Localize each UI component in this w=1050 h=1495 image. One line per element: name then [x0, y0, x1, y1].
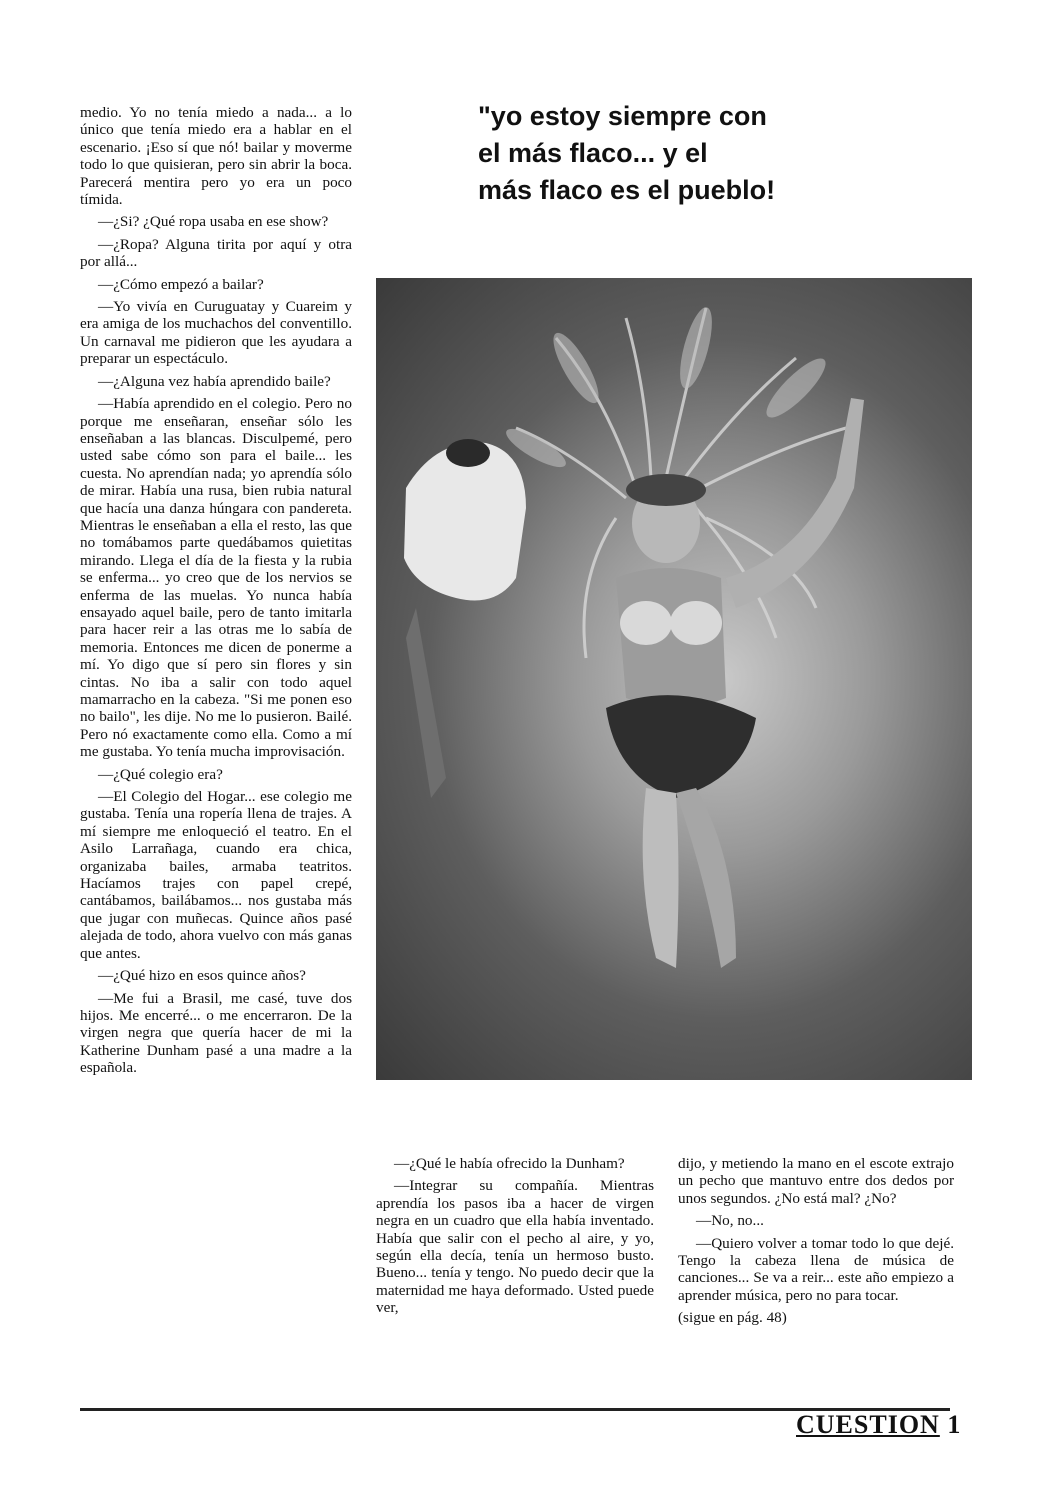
headline-line: "yo estoy siempre con	[478, 101, 767, 131]
page-footer	[796, 1410, 961, 1440]
paragraph: —¿Cómo empezó a bailar?	[98, 275, 264, 293]
paragraph: —Había aprendido en el colegio. Pero no porque me enseñaran, enseñar sólo les enseñaban a las blancas. Disculpemé, pero usted sabe cómo son para el baile... les cuesta. No aprendían nada; yo aprendía sólo de mirar. Había una rusa, bien rubia natural que hacía una danza húngara con pandereta. Mientras le enseñaban a ella el resto, las que no tomábamos parte quedábamos quietitas mirando. Llega el día de la fiesta y la rubia se enferma... yo creo que de los nervios se enferma de las muelas. Yo nunca había ensayado aquel baile, pero de tanto imitarla para hacer reir a las otras me lo sabía de memoria. Entonces me dicen de ponerme a mí. Yo digo que sí pero sin flores y sin cintas. No iba a salir con todo aquel mamarracho en la cabeza. "Si me ponen eso no bailo", les dije. No me lo pusieron. Bailé. Pero nó exactamente como ella. Como a mí me gustaba. Yo tenía mucha improvisación.	[80, 395, 352, 761]
paragraph: —¿Alguna vez había aprendido baile?	[98, 372, 331, 390]
paragraph: —Integrar su compañía. Mientras aprendía los pasos iba a hacer de virgen negra en un cuadro que ella había inventado. Había que salir con el pecho al aire, y yo, según ella decía, tenía un hermoso busto. Bueno... tenía y tengo. No puedo decir que la maternidad me haya deformado. Usted puede ver,	[376, 1177, 654, 1317]
paragraph: —¿Si? ¿Qué ropa usaba en ese show?	[98, 213, 329, 231]
pull-quote-headline	[478, 98, 948, 209]
paragraph: —¿Qué colegio era?	[98, 765, 223, 783]
paragraph: dijo, y metiendo la mano en el escote extrajo un pecho que mantuvo entre dos dedos por unos segundos. ¿No está mal? ¿No?	[678, 1155, 954, 1207]
continued-note: (sigue en pág. 48)	[678, 1309, 787, 1327]
paragraph: —El Colegio del Hogar... ese colegio me gustaba. Tenía una ropería llena de trajes. A mí siempre me enloqueció el teatro. En el Asilo Larrañaga, cuando era chica, organizaba bailes, armaba teatritos. Hacíamos trajes con papel crepé, cantábamos, bailábamos... nos gustaba más que jugar con muñecas. Quince años pasé alejada de todo, ahora vuelvo con más ganas que antes.	[80, 788, 352, 962]
paragraph: —¿Qué hizo en esos quince años?	[98, 967, 306, 985]
paragraph: —¿Qué le había ofrecido la Dunham?	[394, 1155, 625, 1172]
dancer-photo-illustration	[376, 278, 972, 1080]
headline-line: el más flaco... y el	[478, 138, 708, 168]
paragraph: —Quiero volver a tomar todo lo que dejé. Tengo la cabeza llena de música de canciones... Se va a reir... este año empiezo a aprender música, pero no para tocar.	[678, 1234, 954, 1304]
paragraph: medio. Yo no tenía miedo a nada... a lo único que tenía miedo era a hablar en el escenario. ¡Eso sí que nó! bailar y moverme todo lo que quisieran, pero sin abrir la boca. Parecerá mentira pero yo era un poco tímida.	[80, 104, 352, 209]
headline-line: más flaco es el pueblo!	[478, 175, 776, 205]
middle-text-column	[376, 1155, 654, 1322]
paragraph: —¿Ropa? Alguna tirita por aquí y otra por allá...	[80, 235, 352, 271]
paragraph: —No, no...	[696, 1212, 764, 1230]
magazine-title: CUESTION	[796, 1410, 940, 1439]
left-text-column	[80, 104, 352, 1082]
paragraph: —Me fui a Brasil, me casé, tuve dos hijos. Me encerré... o me encerraron. De la virgen negra que quería hacer de mi la Katherine Dunham pasé a una madre a la española.	[80, 989, 352, 1077]
page-number: 1	[947, 1410, 962, 1439]
paragraph: —Yo vivía en Curuguatay y Cuareim y era amiga de los muchachos del conventillo. Un carnaval me pidieron que les ayudara a preparar un espectáculo.	[80, 298, 352, 368]
dancer-photo	[376, 278, 972, 1080]
right-text-column	[678, 1155, 954, 1332]
